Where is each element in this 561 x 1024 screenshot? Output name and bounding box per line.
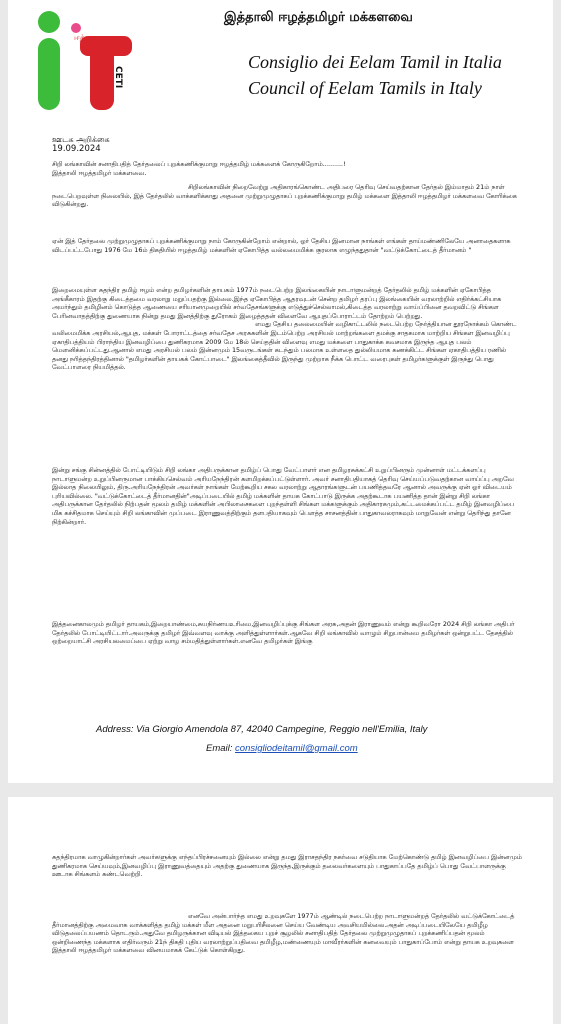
press-release-label: ஊடக அறிக்கை (52, 135, 110, 144)
org-name-english: Council of Eelam Tamils in Italy (248, 78, 482, 98)
header-tamil-title: இத்தாலி ஈழத்தமிழர் மக்களவை (224, 10, 413, 25)
footer-address: Address: Via Giorgio Amendola 87, 42040 Campegine, Reggio nell'Emilia, Italy (96, 724, 428, 735)
release-date: 19.09.2024 (52, 144, 101, 154)
paragraph-3: ஏன் இத் தேர்தலை முற்றுமுழுதாகப் புறக்கணிக்குமாறு நாம் கோருகின்றோம் என்றால், ஓர் தேசிய இனமான நாங்கள் எங்கள் தாய்மண்ணிலேயே அனாதைகளாக விடப்பட்டபோது 1976 மே 16ம் திகதியில் ஈழத்தமிழ் மக்களின் ஏகோபித்த வல்லமைமிக்க குரலாக எழுந்ததுதான் "வட்டுக்கோட்டைத் தீர்மானம் " (52, 237, 513, 254)
email-label: Email: (206, 743, 233, 754)
paragraph-4: இறைமையுள்ள சுதந்திர தமிழ் ஈழம் என்ற தமிழர்களின் தாயகம் 1977ம் நடைபெற்ற இலங்கையின் நாடாளுமன்றத் தேர்தலில் தமிழ் மக்களின் ஏகோபித்த அங்கீகாரம் இதற்கு கிடைத்தமை வரலாறு மறுப்பதற்கு இல்லை.இந்த ஏகோபித்த ஆதரவுடன் சென்ற தமிழர் தரப்பு இலங்கையின் வரலாற்றில் எதிர்க்கட்சியாக அமர்ந்தும் தமிழினம் கொடுத்த ஆணையை சரியானமுறையில் சர்வதேசங்களுக்கு எடுத்துச்செல்லாமல்,கிடைத்த வரலாற்று வாய்ப்பினை தவறவிட்டு சிங்கள பேரினவாதத்திற்கு துணையாக நின்று தமது இனத்திற்கு துரோகம் இழைத்ததன் விளைவே ஆயுதப்போராட்டம் தோற்றம் பெற்றது. எமது தேசிய தலைமையின் வழிகாட்டலில் நடைபெற்ற நேர்த்தியான தூரநோக்கம் கொண்ட வலிமைமிக்க அரசியல்,ஆயுத, மக்கள் போராட்டத்தை சர்வதேச அரசுகளின் இடம்பெற்ற அரசியல் மாற்றங்களை தமக்கு சாதகமாக மாற்றிய சிங்கள இனவழிப்பு ஏகாதிபத்தியம் பிராந்திய இனவழிப்பை துணிகரமாக 2009 மே 18ல் செய்ததின் விளைவு எமது மக்களை பாதுகாக்க கவசமாக இருந்த ஆயுத பலம் மௌனிக்கப்பட்டது.ஆனால் எமது அரசியல் பலம் இன்னமும் 15வருடங்கள் கடந்தும் பலமாக உள்ளதை துல்லியமாக கணக்கிட்ட சிங்கள ஏகாதிபத்திய ரணில் தனது நரித்தந்திரத்தினால் "தமிழர்களின் தாயகக் கோட்பாடை" இலங்கைத்தீவில் இருந்து முற்றாக நீக்க பொட்ட வரைபுகள் தமிழர்களுக்குள் இருந்து பொது வேட்பாளரை நியமித்தல். (52, 286, 517, 372)
org-name-italian: Consiglio dei Eelam Tamil in Italia (248, 52, 502, 72)
page2-paragraph-2: எனவே அன்பார்ந்த எமது உறவுகளே 1977ம் ஆண்டில் நடைபெற்ற நாடாளுமன்றத் தேர்தலில் வட்டுக்கோட்டைத் தீர்மானத்திற்கு அமைவாக வாக்களித்த தமிழ் மக்கள் மீள அதனை மறுபரிசீலனை செய்ய வேண்டிய அவசியமில்லை.அதன் அடிப்படையிலேயே தமிழீழ விடுதலைப்பயணம் தொடரும்.அதுவே தமிழருக்கான விடியல் இத்தகைய புறச் சூழலில் சனாதிபதித் தேர்தலை முற்றுமுழுதாகப் புறக்கணிப்பதன் மூலம் ஒன்றிணைந்த மக்களாக எதிர்வரும் 21ந் திகதி புதிய வரலாற்றுப்பதிவை தமிழீழ,மண்ணையும் மாவீரர்களின் கனவையும் பாதுகாப்போம் என்று தாயக உறவுகளை இத்தாலி ஈழத்தமிழர் மக்களவை வினயமாகக் கேட்டுக் கொள்கிறது. (52, 912, 517, 955)
paragraph-2: சிறிலங்காவின் நிறைவேற்று அதிகாரங்கொண்ட அதிபரை தெரிவு செய்வதற்கான தேர்தல் இம்மாதம் 21ம் நாள் நடைபெறவுள்ள நிலையில், இத் தேர்தலில் வாக்களிக்காது அதனை முற்றுமுழுதாகப் புறக்கணிக்குமாறு தமிழ் மக்களை இத்தாலி ஈழத்தமிழர் மக்களவை கோரிக்கை விடுகின்றது. (52, 183, 519, 209)
paragraph-6: இத்தனைகாலமும் தமிழர் தாயகம்,இறையாண்மை,சுயநிர்ணயஉரிமை,இனவழிப்புக்கு சிங்கள அரசு,அதன் இராணுவம் என்று கூறிவரோ 2024 சிறி லங்கா அதிபர் தேர்தலில் போட்டியிட்டார்.அவருக்கு தமிழர் இவ்வளவு வாக்கு அளித்துள்ளார்கள்.ஆகவே சிறி லங்காவில் வாழும் சிறுபான்மை தமிழர்கள் ஒன்றுபட்ட தேசத்தில் ஒற்றையாட்சி அரசியலமைப்பை ஏற்று வாழ சம்மதித்துள்ளார்கள்.எனவே தமிழர்கள் இங்கு (52, 620, 517, 646)
paragraph-5: இன்று சங்கு சின்னத்தில் போட்டியிடும் சிறி லங்கா அதிபருக்கான தமிழ்ப் பொது வேட்பாளர் என தமிழரசுக்கட்சி உறுப்பினரும் முன்னாள் மட்டக்களப்பு நாடாளுமன்ற உறுப்பினருமான பாக்கியசெல்வம் அரியநேந்திரன் களமிறக்கப்பட்டுள்ளார். அவர் சனாதிபதியாகத் தெரிவு செய்யப்படுவதற்கான வாய்ப்பு அறவே இல்லாத நிலையிலும், திரு.அரியநேந்திரன் அவர்கள் நாங்கள் மேற்கூறிய சகல வரலாற்று ஆதாரங்களுடன் பயணித்தவரே ஆனால் அவருக்கு ஏன் ஓர் விடையம் புரியவில்லை. "வட்டுக்கோட்டைத் தீர்மானதின்"அடிப்படையில் தமிழ் மக்களின் தாயக கோட்பாடு இருக்க அதற்கூடாக பயணித்த தான் இன்று சிறி லங்கா அதிபருக்கான தேர்தலில் நிற்பதன் மூலம் தமிழ் மக்களின் அபிலாசைகளை புறந்தள்ளி சிங்கள மக்களுக்கும் அதிகாரகமும்,கட்டமைக்கப்பட்ட தமிழ் இனவழிப்பை மிக கச்சிதமாக செய்யும் சிறி லங்காவின் முப்படை இராணுவத்திற்கும் தளபதியாகவும் பௌத்த சாசனத்தின் பாதுகாவலராகவும் மாறுவேன் என்று தெரிந்து தானே நிற்கின்றார். (52, 466, 517, 526)
svg-text:ஈத்தம: ஈத்தம (74, 33, 97, 42)
document-page-1 (8, 0, 553, 783)
paragraph-headline: சிறி லங்காவின் சனாதிபதித் தேர்தலைப் புறக்கணிக்குமாறு ஈழத்தமிழ் மக்களைக் கோருகிறோம்..........! இத்தாலி ஈழத்தமிழர் மக்களவை. (52, 160, 346, 177)
page2-paragraph-1: சுதந்திரமாக வாழுகின்றார்கள் அவர்களுக்கு எந்தப்பிரச்சனையும் இல்லை என்று தமது இராசதந்திர நகர்வை சடுதியாக மேற்கொண்டு தமிழ் இனவழிப்பை இன்னமும் துணிகரமாக செய்யவும்,இனவழிப்பு இராணுவத்தையும் அதற்கு துணையாக இருந்த,இருக்கும் தலைவர்களையும் பாதுகாப்பதே தமிழ்ப் பொது வேட்பாளருக்கு ஊடாக சிங்களம் கண்டவெற்றி. (52, 853, 524, 879)
footer-email-line (206, 743, 358, 754)
email-link[interactable]: consigliodeitamil@gmail.com (235, 743, 358, 754)
document-page-2 (8, 797, 553, 1024)
ceti-logo (32, 8, 140, 116)
svg-text:CETI: CETI (113, 66, 123, 89)
